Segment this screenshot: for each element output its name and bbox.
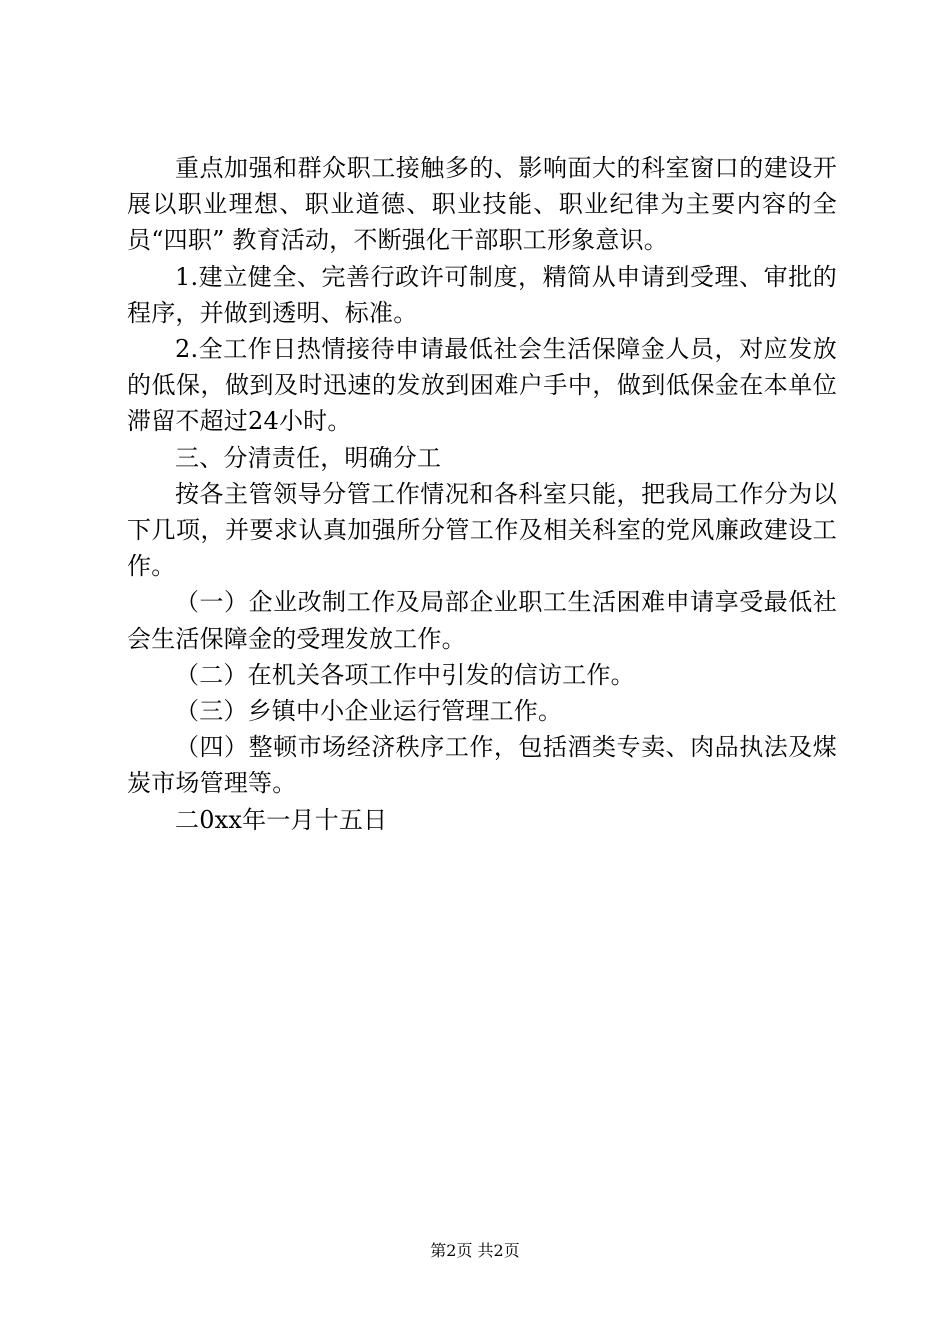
paragraph-window-building: 重点加强和群众职工接触多的、影响面大的科室窗口的建设开展以职业理想、职业道德、职业技能、职业纪律为主要内容的全员“四职” 教育活动，不断强化干部职工形象意识。 <box>127 154 837 255</box>
document-date: 二0xx年一月十五日 <box>175 805 388 834</box>
document-body <box>127 150 837 838</box>
page-number-footer: 第2页 共2页 <box>430 1241 520 1260</box>
section-heading-3: 三、分清责任，明确分工 <box>175 443 442 472</box>
paragraph-task-4: （四）整顿市场经济秩序工作，包括酒类专卖、肉品执法及煤炭市场管理等。 <box>127 733 837 798</box>
paragraph-task-2: （二）在机关各项工作中引发的信访工作。 <box>175 660 635 689</box>
paragraph-task-1: （一）企业改制工作及局部企业职工生活困难申请享受最低社会生活保障金的受理发放工作。 <box>127 588 837 653</box>
paragraph-division-of-work: 按各主管领导分管工作情况和各科室只能，把我局工作分为以下几项，并要求认真加强所分管工作及相关科室的党风廉政建设工作。 <box>127 479 837 581</box>
paragraph-item-2: 2.全工作日热情接待申请最低社会生活保障金人员，对应发放的低保，做到及时迅速的发放到困难户手中，做到低保金在本单位滞留不超过24小时。 <box>127 335 837 436</box>
paragraph-item-1: 1.建立健全、完善行政许可制度，精简从申请到受理、审批的程序，并做到透明、标准。 <box>127 262 837 327</box>
paragraph-task-3: （三）乡镇中小企业运行管理工作。 <box>175 697 563 726</box>
